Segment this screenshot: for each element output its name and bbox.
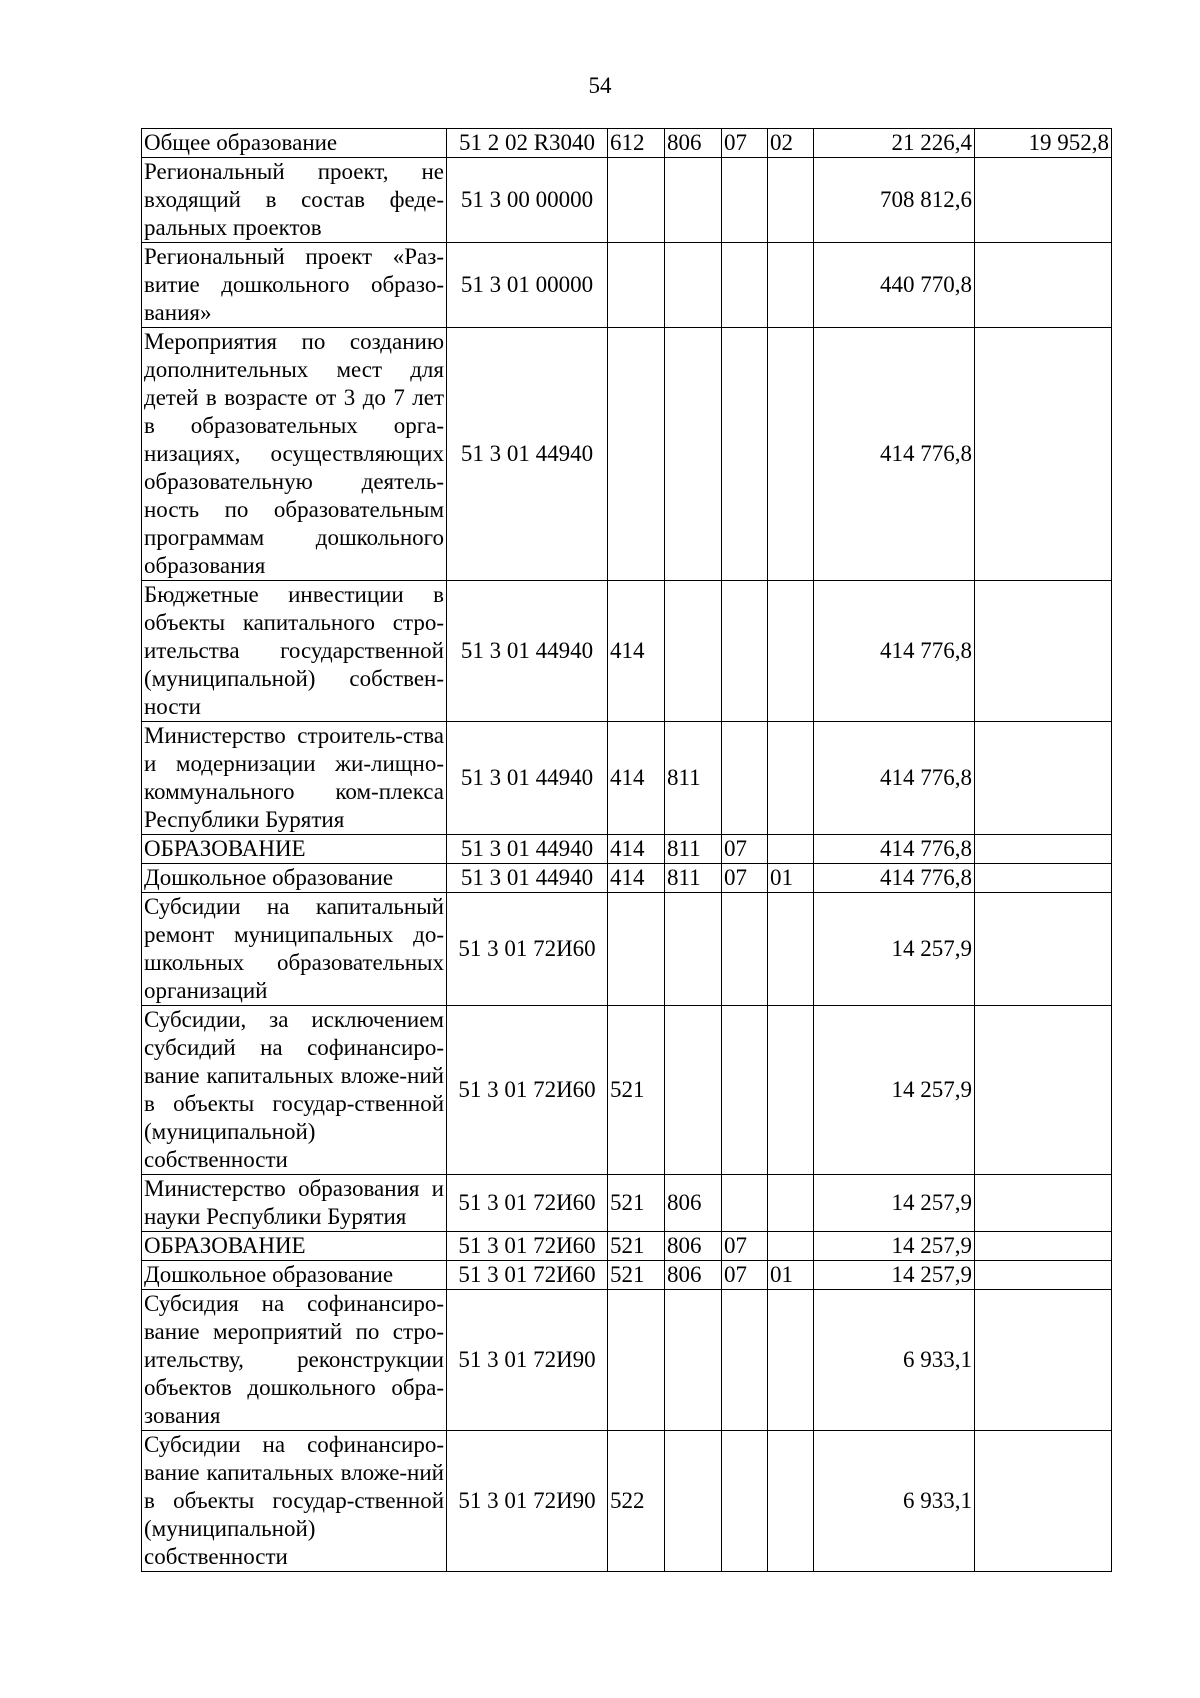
table-row bbox=[142, 722, 1112, 835]
amount-text: 14 257,9 bbox=[891, 936, 972, 961]
amount-cell bbox=[814, 1232, 975, 1261]
amount-text: 414 776,8 bbox=[880, 836, 972, 861]
row-name-cell bbox=[142, 893, 447, 1006]
row-name-text: Субсидии на капитальный ремонт муниципальных до-школьных образовательных организаций bbox=[144, 894, 444, 1003]
row-name-cell bbox=[142, 243, 447, 328]
subsection-code-text: 01 bbox=[770, 865, 793, 890]
row-name-text: Общее образование bbox=[144, 130, 338, 155]
amount-cell bbox=[814, 1290, 975, 1431]
row-name-cell bbox=[142, 129, 447, 158]
amount-cell bbox=[814, 893, 975, 1006]
row-name-cell bbox=[142, 1006, 447, 1175]
amount-text: 414 776,8 bbox=[880, 865, 972, 890]
amount-cell bbox=[814, 129, 975, 158]
target-code-cell bbox=[447, 1261, 608, 1290]
target-code-text: 51 2 02 R3040 bbox=[458, 130, 596, 155]
expense-type-cell bbox=[608, 835, 665, 864]
section-code-cell bbox=[722, 1232, 768, 1261]
section-code-text: 07 bbox=[724, 1233, 747, 1258]
row-name-cell bbox=[142, 158, 447, 243]
subsection-code-cell bbox=[768, 1431, 814, 1572]
ministry-code-text: 806 bbox=[667, 1190, 702, 1215]
expense-type-cell bbox=[608, 1261, 665, 1290]
amount-cell bbox=[814, 1431, 975, 1572]
amount-second-cell bbox=[975, 243, 1112, 328]
expense-type-cell bbox=[608, 1431, 665, 1572]
expense-type-text: 414 bbox=[610, 638, 645, 663]
ministry-code-cell bbox=[665, 1290, 722, 1431]
table-row bbox=[142, 1261, 1112, 1290]
row-name-cell bbox=[142, 835, 447, 864]
expense-type-text: 522 bbox=[610, 1488, 645, 1513]
ministry-code-cell bbox=[665, 328, 722, 581]
amount-text: 14 257,9 bbox=[891, 1233, 972, 1258]
subsection-code-cell bbox=[768, 1006, 814, 1175]
amount-second-cell bbox=[975, 893, 1112, 1006]
section-code-cell bbox=[722, 722, 768, 835]
amount-text: 414 776,8 bbox=[880, 441, 972, 466]
subsection-code-cell bbox=[768, 1232, 814, 1261]
amount-second-cell bbox=[975, 581, 1112, 722]
amount-second-cell bbox=[975, 1261, 1112, 1290]
row-name-text: Субсидии на софинансиро-вание капитальных вложе-ний в объекты государ-ственной (муниципальной) собственности bbox=[144, 1432, 444, 1569]
target-code-cell bbox=[447, 1232, 608, 1261]
ministry-code-text: 811 bbox=[667, 765, 701, 790]
budget-table bbox=[141, 128, 1112, 1572]
amount-second-text: 19 952,8 bbox=[1028, 130, 1109, 155]
target-code-cell bbox=[447, 1431, 608, 1572]
expense-type-cell bbox=[608, 722, 665, 835]
amount-second-cell bbox=[975, 864, 1112, 893]
expense-type-text: 612 bbox=[610, 130, 645, 155]
section-code-cell bbox=[722, 835, 768, 864]
table-row bbox=[142, 893, 1112, 1006]
target-code-text: 51 3 01 72И60 bbox=[458, 1262, 596, 1287]
amount-second-cell bbox=[975, 835, 1112, 864]
ministry-code-cell bbox=[665, 1261, 722, 1290]
row-name-text: Региональный проект «Раз-витие дошкольного образо-вания» bbox=[144, 244, 444, 325]
target-code-text: 51 3 01 00000 bbox=[460, 272, 594, 297]
subsection-code-cell bbox=[768, 328, 814, 581]
row-name-cell bbox=[142, 581, 447, 722]
expense-type-cell bbox=[608, 1290, 665, 1431]
expense-type-text: 521 bbox=[610, 1077, 645, 1102]
expense-type-text: 414 bbox=[610, 765, 645, 790]
section-code-cell bbox=[722, 1175, 768, 1232]
ministry-code-text: 806 bbox=[667, 130, 702, 155]
target-code-cell bbox=[447, 1290, 608, 1431]
amount-cell bbox=[814, 158, 975, 243]
expense-type-text: 414 bbox=[610, 836, 645, 861]
table-row bbox=[142, 581, 1112, 722]
table-row bbox=[142, 328, 1112, 581]
section-code-cell bbox=[722, 1290, 768, 1431]
table-row bbox=[142, 1175, 1112, 1232]
ministry-code-cell bbox=[665, 864, 722, 893]
table-row bbox=[142, 835, 1112, 864]
amount-cell bbox=[814, 328, 975, 581]
target-code-cell bbox=[447, 835, 608, 864]
target-code-text: 51 3 01 44940 bbox=[460, 765, 594, 790]
subsection-code-cell bbox=[768, 243, 814, 328]
section-code-cell bbox=[722, 328, 768, 581]
expense-type-cell bbox=[608, 328, 665, 581]
target-code-text: 51 3 01 72И90 bbox=[458, 1488, 596, 1513]
ministry-code-text: 806 bbox=[667, 1262, 702, 1287]
target-code-cell bbox=[447, 243, 608, 328]
ministry-code-cell bbox=[665, 835, 722, 864]
amount-text: 414 776,8 bbox=[880, 765, 972, 790]
amount-second-cell bbox=[975, 1232, 1112, 1261]
expense-type-text: 521 bbox=[610, 1190, 645, 1215]
table-row bbox=[142, 243, 1112, 328]
target-code-cell bbox=[447, 328, 608, 581]
amount-cell bbox=[814, 1006, 975, 1175]
expense-type-cell bbox=[608, 893, 665, 1006]
row-name-text: Министерство строитель-ства и модернизации жи-лищно-коммунального ком-плекса Республики Бурятия bbox=[144, 723, 444, 832]
ministry-code-cell bbox=[665, 1431, 722, 1572]
row-name-text: Дошкольное образование bbox=[144, 1262, 394, 1287]
ministry-code-cell bbox=[665, 243, 722, 328]
target-code-cell bbox=[447, 1175, 608, 1232]
row-name-cell bbox=[142, 722, 447, 835]
amount-second-cell bbox=[975, 328, 1112, 581]
amount-cell bbox=[814, 864, 975, 893]
row-name-cell bbox=[142, 1175, 447, 1232]
ministry-code-cell bbox=[665, 129, 722, 158]
table-body bbox=[142, 129, 1112, 1572]
ministry-code-cell bbox=[665, 581, 722, 722]
amount-cell bbox=[814, 1261, 975, 1290]
amount-text: 14 257,9 bbox=[891, 1262, 972, 1287]
target-code-text: 51 3 00 00000 bbox=[460, 187, 594, 212]
target-code-text: 51 3 01 72И60 bbox=[458, 1077, 596, 1102]
row-name-cell bbox=[142, 1431, 447, 1572]
target-code-text: 51 3 01 72И60 bbox=[458, 936, 596, 961]
subsection-code-cell bbox=[768, 1290, 814, 1431]
subsection-code-cell bbox=[768, 1175, 814, 1232]
expense-type-cell bbox=[608, 1175, 665, 1232]
row-name-cell bbox=[142, 328, 447, 581]
amount-text: 14 257,9 bbox=[891, 1190, 972, 1215]
subsection-code-cell bbox=[768, 1261, 814, 1290]
expense-type-cell bbox=[608, 1006, 665, 1175]
ministry-code-cell bbox=[665, 1006, 722, 1175]
target-code-cell bbox=[447, 864, 608, 893]
amount-second-cell bbox=[975, 158, 1112, 243]
table-row bbox=[142, 1290, 1112, 1431]
amount-second-cell bbox=[975, 1006, 1112, 1175]
row-name-text: Дошкольное образование bbox=[144, 865, 394, 890]
page-number: 54 bbox=[588, 73, 612, 98]
row-name-cell bbox=[142, 1290, 447, 1431]
target-code-cell bbox=[447, 158, 608, 243]
section-code-cell bbox=[722, 1006, 768, 1175]
ministry-code-text: 811 bbox=[667, 865, 701, 890]
target-code-cell bbox=[447, 1006, 608, 1175]
target-code-text: 51 3 01 72И60 bbox=[458, 1190, 596, 1215]
ministry-code-text: 806 bbox=[667, 1233, 702, 1258]
section-code-text: 07 bbox=[724, 1262, 747, 1287]
row-name-cell bbox=[142, 1232, 447, 1261]
section-code-cell bbox=[722, 129, 768, 158]
expense-type-cell bbox=[608, 243, 665, 328]
target-code-cell bbox=[447, 722, 608, 835]
amount-text: 6 933,1 bbox=[903, 1488, 972, 1513]
amount-second-cell bbox=[975, 722, 1112, 835]
ministry-code-cell bbox=[665, 158, 722, 243]
expense-type-cell bbox=[608, 158, 665, 243]
table-row bbox=[142, 1232, 1112, 1261]
section-code-cell bbox=[722, 1431, 768, 1572]
amount-text: 14 257,9 bbox=[891, 1077, 972, 1102]
row-name-text: Субсидии, за исключением субсидий на софинансиро-вание капитальных вложе-ний в объекты государ-ственной (муниципальной) собственности bbox=[144, 1007, 444, 1172]
section-code-text: 07 bbox=[724, 865, 747, 890]
ministry-code-text: 811 bbox=[667, 836, 701, 861]
target-code-text: 51 3 01 72И90 bbox=[458, 1347, 596, 1372]
expense-type-cell bbox=[608, 129, 665, 158]
amount-cell bbox=[814, 722, 975, 835]
section-code-cell bbox=[722, 243, 768, 328]
section-code-cell bbox=[722, 893, 768, 1006]
target-code-cell bbox=[447, 129, 608, 158]
section-code-cell bbox=[722, 158, 768, 243]
table-row bbox=[142, 1431, 1112, 1572]
amount-text: 440 770,8 bbox=[880, 272, 972, 297]
subsection-code-cell bbox=[768, 129, 814, 158]
amount-text: 21 226,4 bbox=[891, 130, 972, 155]
row-name-cell bbox=[142, 864, 447, 893]
target-code-text: 51 3 01 44940 bbox=[460, 865, 594, 890]
amount-text: 708 812,6 bbox=[880, 187, 972, 212]
target-code-cell bbox=[447, 893, 608, 1006]
amount-second-cell bbox=[975, 129, 1112, 158]
ministry-code-cell bbox=[665, 722, 722, 835]
section-code-cell bbox=[722, 581, 768, 722]
subsection-code-cell bbox=[768, 835, 814, 864]
target-code-cell bbox=[447, 581, 608, 722]
expense-type-cell bbox=[608, 864, 665, 893]
target-code-text: 51 3 01 72И60 bbox=[458, 1233, 596, 1258]
row-name-text: Министерство образования и науки Республики Бурятия bbox=[144, 1176, 444, 1229]
table-row bbox=[142, 1006, 1112, 1175]
section-code-text: 07 bbox=[724, 836, 747, 861]
table-row bbox=[142, 158, 1112, 243]
subsection-code-cell bbox=[768, 864, 814, 893]
amount-second-cell bbox=[975, 1290, 1112, 1431]
expense-type-cell bbox=[608, 581, 665, 722]
section-code-cell bbox=[722, 1261, 768, 1290]
row-name-cell bbox=[142, 1261, 447, 1290]
subsection-code-cell bbox=[768, 893, 814, 1006]
table-row bbox=[142, 864, 1112, 893]
expense-type-text: 521 bbox=[610, 1233, 645, 1258]
subsection-code-cell bbox=[768, 722, 814, 835]
target-code-text: 51 3 01 44940 bbox=[460, 441, 594, 466]
expense-type-text: 521 bbox=[610, 1262, 645, 1287]
target-code-text: 51 3 01 44940 bbox=[460, 638, 594, 663]
subsection-code-text: 02 bbox=[770, 130, 793, 155]
section-code-text: 07 bbox=[724, 130, 747, 155]
amount-cell bbox=[814, 581, 975, 722]
amount-text: 414 776,8 bbox=[880, 638, 972, 663]
row-name-text: ОБРАЗОВАНИЕ bbox=[144, 1233, 306, 1258]
subsection-code-cell bbox=[768, 581, 814, 722]
table-row bbox=[142, 129, 1112, 158]
ministry-code-cell bbox=[665, 1175, 722, 1232]
row-name-text: Бюджетные инвестиции в объекты капитального стро-ительства государственной (муниципальной) собствен-ности bbox=[144, 582, 444, 719]
expense-type-cell bbox=[608, 1232, 665, 1261]
ministry-code-cell bbox=[665, 1232, 722, 1261]
amount-cell bbox=[814, 243, 975, 328]
row-name-text: Субсидия на софинансиро-вание мероприятий по стро-ительству, реконструкции объектов дошкольного обра-зования bbox=[144, 1291, 444, 1428]
subsection-code-text: 01 bbox=[770, 1262, 793, 1287]
amount-second-cell bbox=[975, 1431, 1112, 1572]
amount-text: 6 933,1 bbox=[903, 1347, 972, 1372]
ministry-code-cell bbox=[665, 893, 722, 1006]
subsection-code-cell bbox=[768, 158, 814, 243]
expense-type-text: 414 bbox=[610, 865, 645, 890]
row-name-text: ОБРАЗОВАНИЕ bbox=[144, 836, 306, 861]
amount-cell bbox=[814, 835, 975, 864]
row-name-text: Региональный проект, не входящий в состав феде-ральных проектов bbox=[144, 159, 444, 240]
target-code-text: 51 3 01 44940 bbox=[460, 836, 594, 861]
section-code-cell bbox=[722, 864, 768, 893]
row-name-text: Мероприятия по созданию дополнительных мест для детей в возрасте от 3 до 7 лет в образовательных орга-низациях, осуществляющих образовательную деятель-ность по образовательным программам дошкольного образования bbox=[144, 329, 444, 578]
amount-second-cell bbox=[975, 1175, 1112, 1232]
amount-cell bbox=[814, 1175, 975, 1232]
